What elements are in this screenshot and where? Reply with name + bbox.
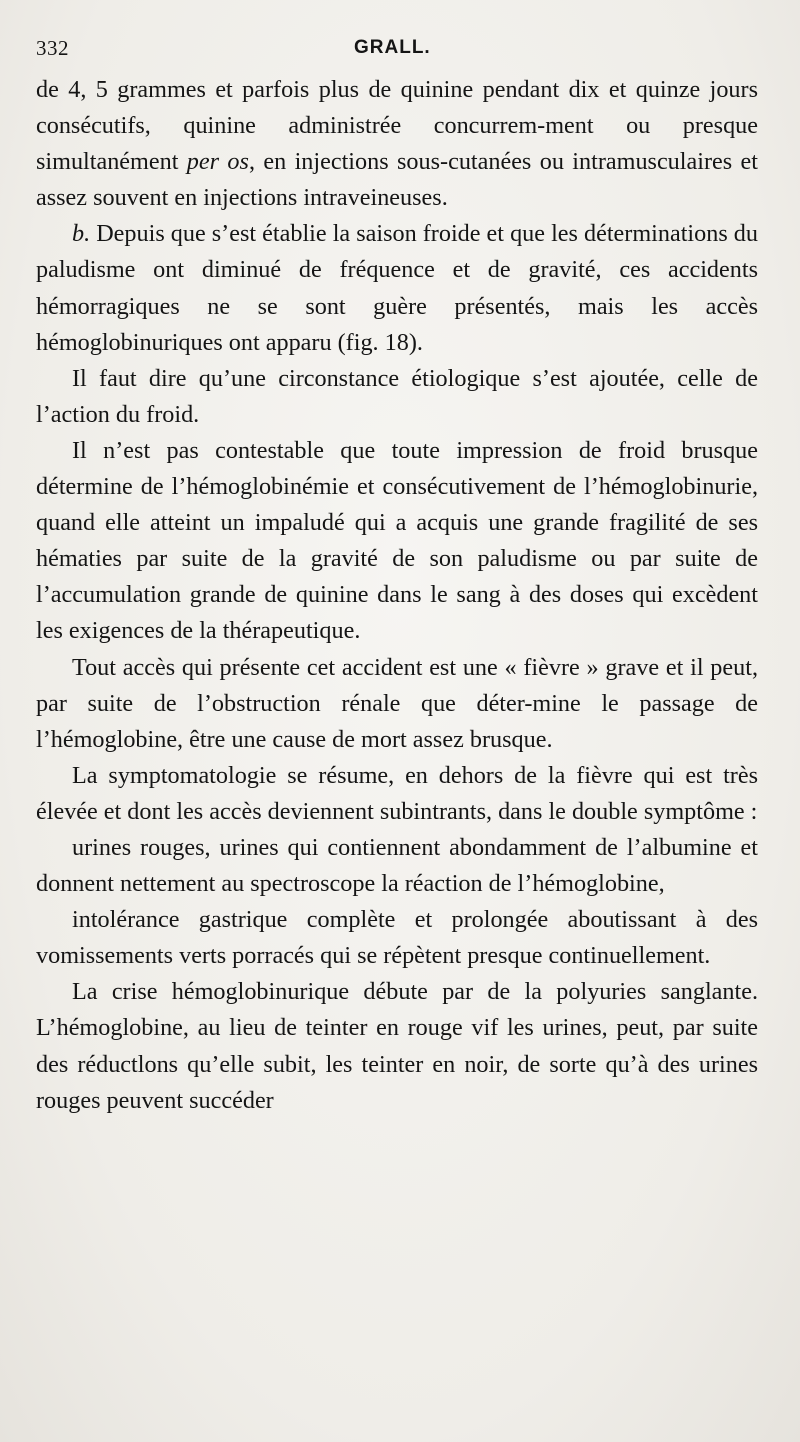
page-number: 332: [36, 36, 69, 60]
paragraph-4: Il n’est pas contestable que toute impression de froid brusque détermine de l’hémoglobinémie et consécutivement de l’hémoglobinurie, quand elle atteint un impaludé qui a acquis une grande fragilité de ses hématies par suite de la gravité de son paludisme ou par suite de l’accumulation grande de quinine dans le sang à des doses qui excèdent les exigences de la thérapeutique.: [36, 436, 758, 645]
list-item-urines: urines rouges, urines qui contiennent abondamment de l’albumine et donnent nettement au spectroscope la réaction de l’hémoglobine,: [36, 833, 758, 898]
paragraph-1-part-2: , en injections sous-cutanées ou intramusculaires et assez souvent en injections intraveineuses.: [36, 148, 758, 212]
paragraph-2: [36, 216, 758, 360]
paragraph-1-part-1: de 4, 5 grammes et parfois plus de quinine pendant dix et quinze jours consécutifs, quinine administrée concurrem-ment ou presque simultanément: [36, 76, 758, 176]
italic-per-os: per os: [186, 148, 249, 176]
paragraph-5: Tout accès qui présente cet accident est une « fièvre » grave et il peut, par suite de l’obstruction rénale que déter-mine le passage de l’hémoglobine, être une cause de mort assez brusque.: [36, 653, 758, 753]
paragraph-2-text: Depuis que s’est établie la saison froide et que les déterminations du paludisme ont diminué de fréquence et de gravité, ces accidents hémorragiques ne se sont guère présentés, mais les accès hémoglobinuriques ont apparu (fig. 18).: [36, 220, 758, 356]
running-title: GRALL.: [354, 37, 431, 58]
section-marker: b.: [72, 220, 91, 248]
running-head: [36, 36, 758, 72]
body-text: [36, 72, 758, 1119]
list-item-intolerance: intolérance gastrique complète et prolongée aboutissant à des vomissements verts porracés qui se répètent presque continuellement.: [36, 906, 758, 970]
paragraph-6: La symptomatologie se résume, en dehors de la fièvre qui est très élevée et dont les accès deviennent subintrants, dans le double symptôme :: [36, 761, 758, 825]
paragraph-3: Il faut dire qu’une circonstance étiologique s’est ajoutée, celle de l’action du froid.: [36, 364, 758, 428]
paragraph-1: [36, 72, 758, 216]
paragraph-9: La crise hémoglobinurique débute par de la polyuries sanglante. L’hémoglobine, au lieu de teinter en rouge vif les urines, peut, par suite des réductlons qu’elle subit, les teinter en noir, de sorte qu’à des urines rouges peuvent succéder: [36, 978, 758, 1114]
